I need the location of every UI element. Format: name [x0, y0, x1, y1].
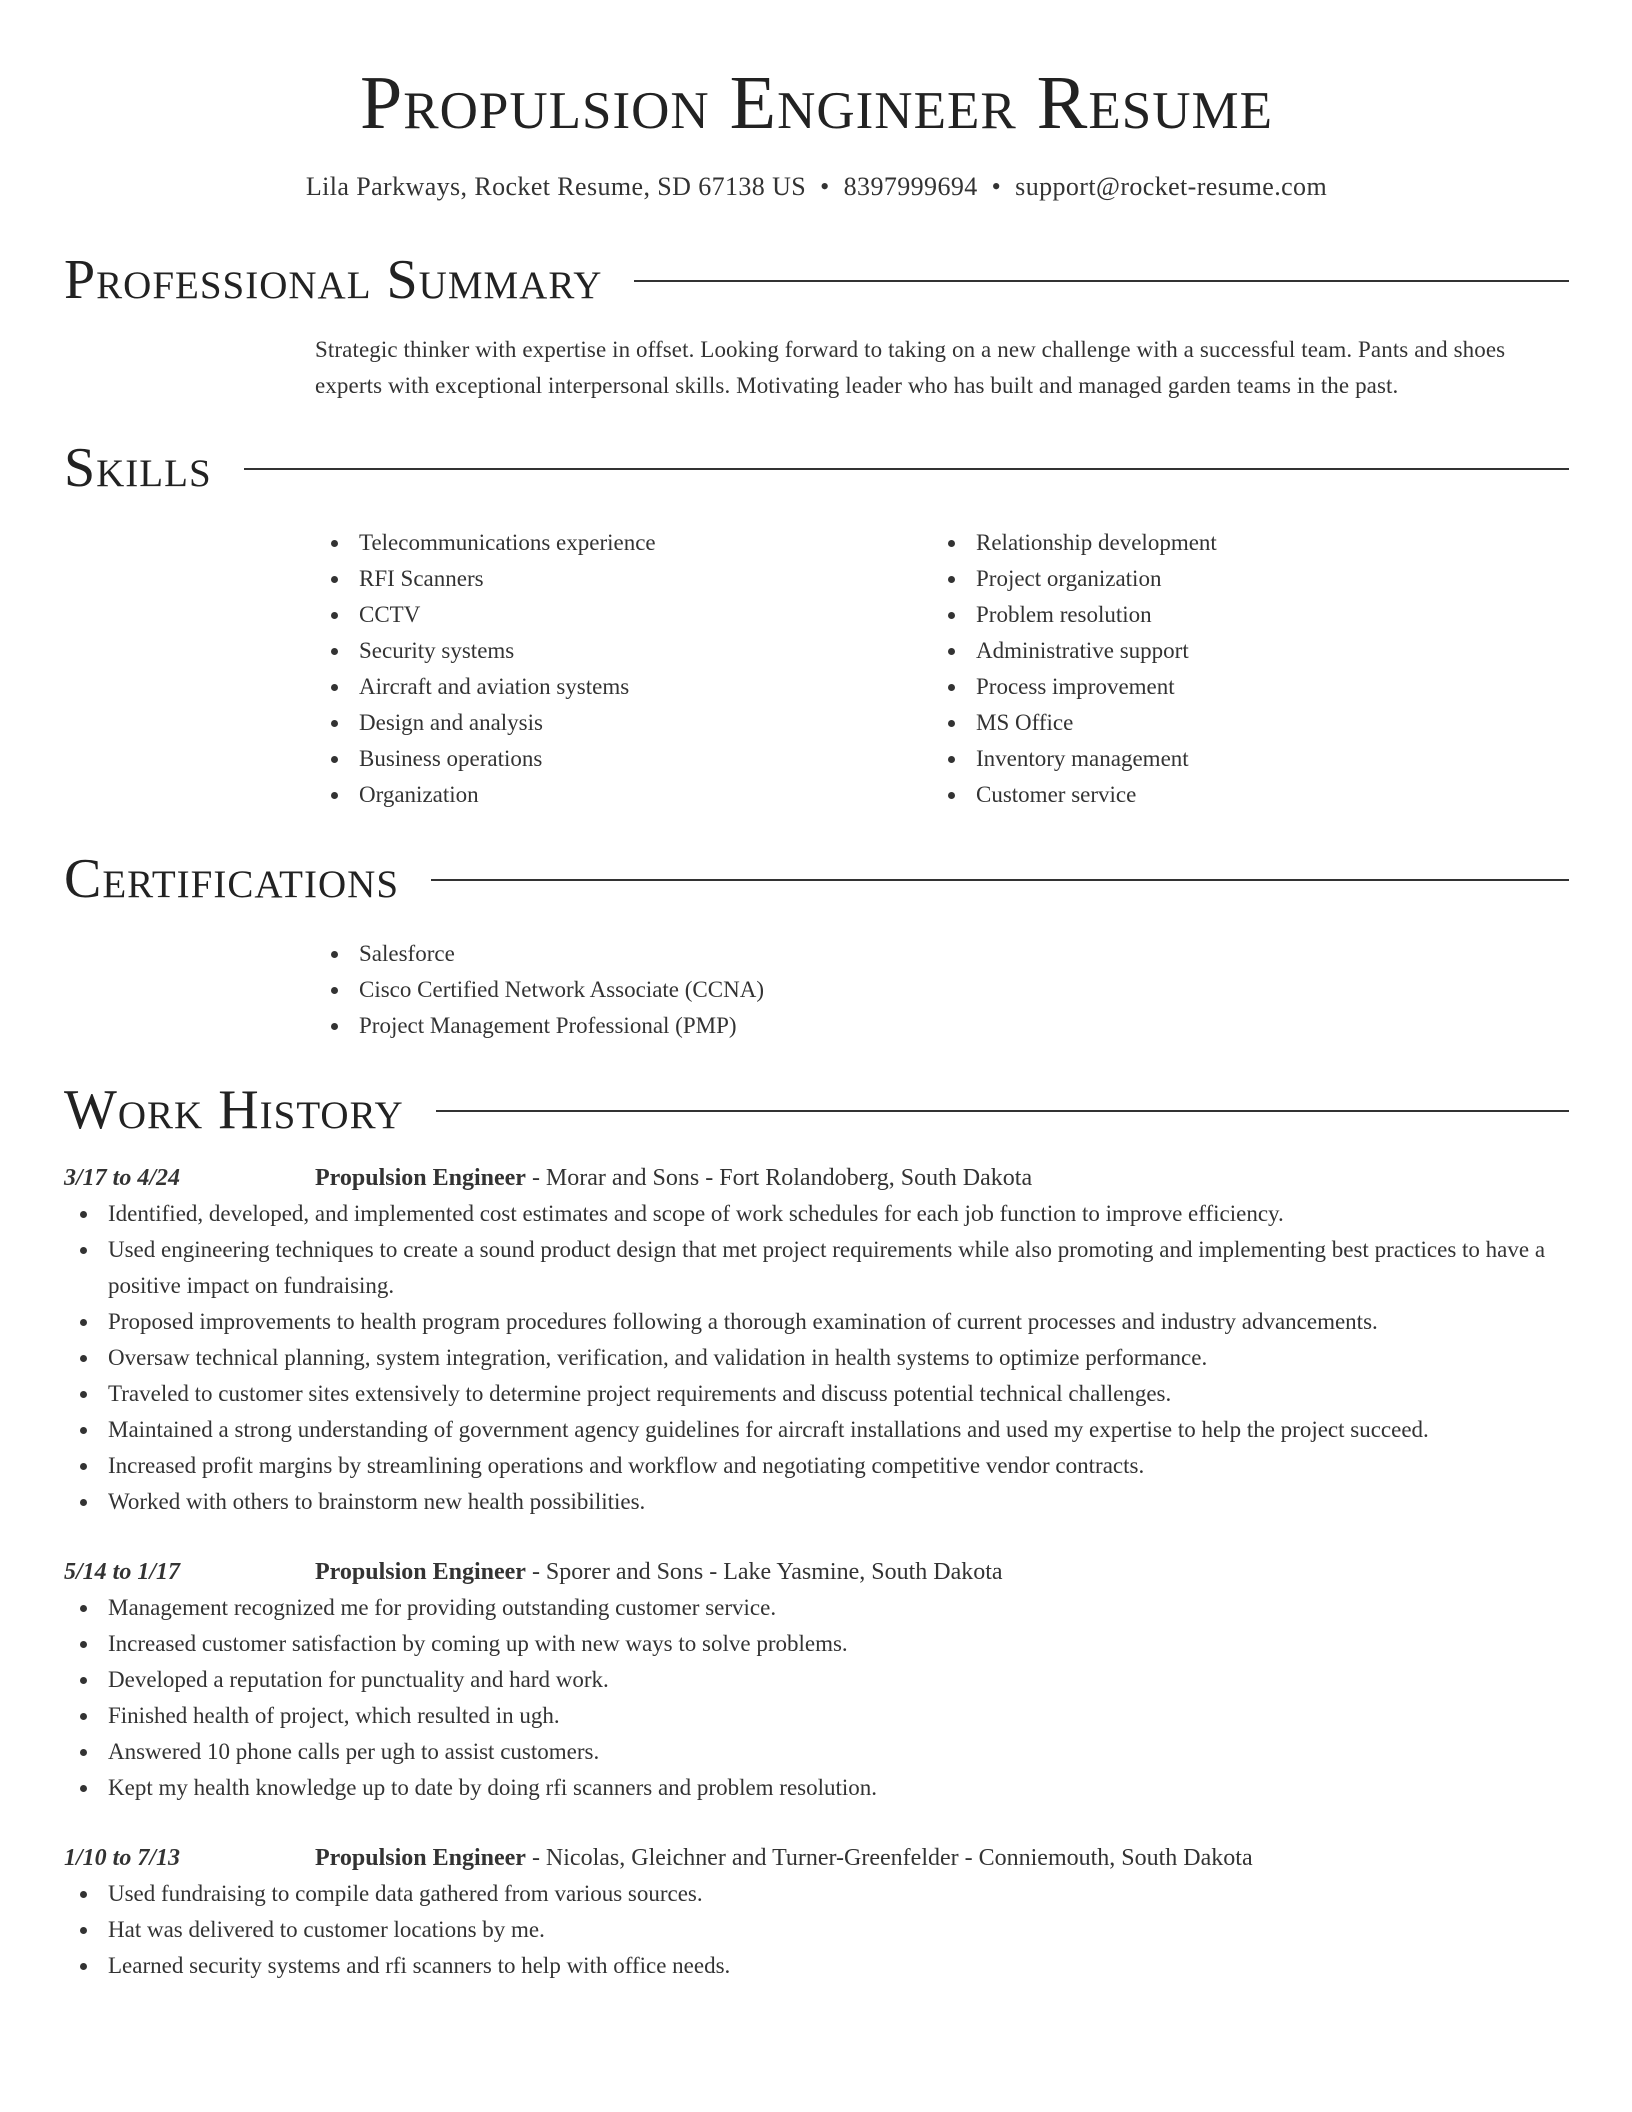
skills-section	[64, 436, 1569, 813]
summary-text: Strategic thinker with expertise in offset. Looking forward to taking on a new challenge with a successful team. Pants and shoes experts with exceptional interpersonal skills. Motivating leader who has built and managed garden teams in the past.	[315, 337, 1506, 398]
job-duties-list	[64, 1196, 1569, 1520]
certifications-heading: Certifications	[64, 848, 400, 910]
skills-heading: Skills	[64, 437, 212, 499]
skills-grid	[315, 525, 1569, 813]
summary-content	[315, 332, 1569, 404]
skill-item: Process improvement	[976, 669, 1549, 705]
job-duty: Learned security systems and rfi scanners to help with office needs.	[108, 1948, 1569, 1984]
skill-item: MS Office	[976, 705, 1549, 741]
job-duties-list	[64, 1876, 1569, 1984]
job-duty: Finished health of project, which resulted in ugh.	[108, 1698, 1569, 1734]
section-divider	[634, 280, 1569, 282]
job-employer-location: - Morar and Sons - Fort Rolandoberg, South Dakota	[525, 1165, 1033, 1191]
skills-column-right	[932, 525, 1549, 813]
job-duty: Identified, developed, and implemented cost estimates and scope of work schedules for each job function to improve efficiency.	[108, 1196, 1569, 1232]
certifications-content	[315, 936, 1569, 1044]
certifications-heading-row	[64, 847, 1569, 911]
job-title-line	[315, 1160, 1032, 1196]
skills-list-right	[932, 525, 1549, 813]
job-role: Propulsion Engineer	[315, 1845, 526, 1871]
job-duty: Management recognized me for providing outstanding customer service.	[108, 1590, 1569, 1626]
skills-heading-row	[64, 436, 1569, 500]
certification-item: Project Management Professional (PMP)	[359, 1008, 1569, 1044]
contact-line	[64, 170, 1569, 204]
job-duty: Hat was delivered to customer locations by me.	[108, 1912, 1569, 1948]
job-header	[64, 1554, 1569, 1590]
skill-item: Problem resolution	[976, 597, 1549, 633]
job-dates: 3/17 to 4/24	[64, 1165, 181, 1191]
skill-item: CCTV	[359, 597, 932, 633]
skill-item: Project organization	[976, 561, 1549, 597]
contact-address: Lila Parkways, Rocket Resume, SD 67138 US	[305, 172, 807, 201]
summary-heading: Professional Summary	[64, 249, 603, 311]
skill-item: Design and analysis	[359, 705, 932, 741]
job-title-line	[315, 1840, 1253, 1876]
skills-column-left	[315, 525, 932, 813]
job-entry	[64, 1840, 1569, 1984]
job-employer-location: - Sporer and Sons - Lake Yasmine, South Dakota	[525, 1559, 1003, 1585]
skills-list-left	[315, 525, 932, 813]
job-duty: Answered 10 phone calls per ugh to assist customers.	[108, 1734, 1569, 1770]
job-title-line	[315, 1554, 1003, 1590]
certifications-section	[64, 847, 1569, 1044]
job-duty: Increased customer satisfaction by coming up with new ways to solve problems.	[108, 1626, 1569, 1662]
certification-item: Salesforce	[359, 936, 1569, 972]
summary-section	[64, 248, 1569, 404]
work-history-section	[64, 1078, 1569, 1984]
contact-email[interactable]: support@rocket-resume.com	[1015, 172, 1328, 201]
skill-item: Aircraft and aviation systems	[359, 669, 932, 705]
job-duty: Proposed improvements to health program procedures following a thorough examination of current processes and industry advancements.	[108, 1304, 1569, 1340]
job-role: Propulsion Engineer	[315, 1165, 526, 1191]
certification-item: Cisco Certified Network Associate (CCNA)	[359, 972, 1569, 1008]
job-employer-location: - Nicolas, Gleichner and Turner-Greenfelder - Conniemouth, South Dakota	[525, 1845, 1253, 1871]
job-header	[64, 1160, 1569, 1196]
job-duty: Kept my health knowledge up to date by doing rfi scanners and problem resolution.	[108, 1770, 1569, 1806]
job-duty: Worked with others to brainstorm new health possibilities.	[108, 1484, 1569, 1520]
job-duty: Developed a reputation for punctuality and hard work.	[108, 1662, 1569, 1698]
skill-item: RFI Scanners	[359, 561, 932, 597]
contact-separator: •	[991, 172, 1002, 201]
section-divider	[244, 468, 1569, 470]
job-header	[64, 1840, 1569, 1876]
work-history-heading-row	[64, 1078, 1569, 1142]
certifications-list	[315, 936, 1569, 1044]
work-history-heading: Work History	[64, 1079, 404, 1141]
contact-phone: 8397999694	[843, 172, 978, 201]
skill-item: Administrative support	[976, 633, 1549, 669]
skill-item: Inventory management	[976, 741, 1549, 777]
skill-item: Relationship development	[976, 525, 1549, 561]
job-duty: Maintained a strong understanding of government agency guidelines for aircraft installations and used my expertise to help the project succeed.	[108, 1412, 1569, 1448]
job-duty: Oversaw technical planning, system integration, verification, and validation in health systems to optimize performance.	[108, 1340, 1569, 1376]
job-duty: Used fundraising to compile data gathered from various sources.	[108, 1876, 1569, 1912]
job-duty: Increased profit margins by streamlining operations and workflow and negotiating competitive vendor contracts.	[108, 1448, 1569, 1484]
job-entry	[64, 1554, 1569, 1806]
skill-item: Organization	[359, 777, 932, 813]
job-duty: Traveled to customer sites extensively to determine project requirements and discuss potential technical challenges.	[108, 1376, 1569, 1412]
skill-item: Telecommunications experience	[359, 525, 932, 561]
job-duties-list	[64, 1590, 1569, 1806]
section-divider	[436, 1110, 1569, 1112]
contact-separator: •	[820, 172, 830, 201]
job-duty: Used engineering techniques to create a sound product design that met project requirements while also promoting and implementing best practices to have a positive impact on fundraising.	[108, 1232, 1569, 1304]
skill-item: Security systems	[359, 633, 932, 669]
job-dates: 1/10 to 7/13	[64, 1845, 181, 1871]
skill-item: Customer service	[976, 777, 1549, 813]
resume-title: Propulsion Engineer Resume	[359, 61, 1273, 145]
job-entry	[64, 1160, 1569, 1520]
summary-heading-row	[64, 248, 1569, 312]
job-dates: 5/14 to 1/17	[64, 1559, 181, 1585]
job-role: Propulsion Engineer	[315, 1559, 526, 1585]
section-divider	[431, 879, 1569, 881]
skill-item: Business operations	[359, 741, 932, 777]
